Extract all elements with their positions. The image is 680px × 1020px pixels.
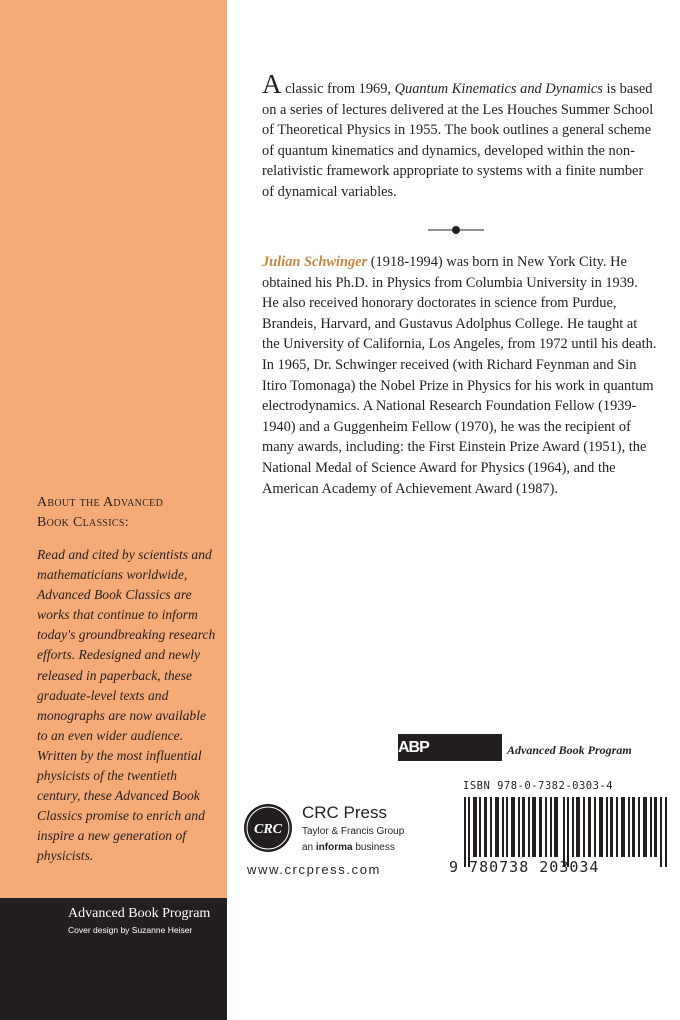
crc-logo xyxy=(243,803,293,853)
tagline-suffix: business xyxy=(352,842,395,853)
book-title: Quantum Kinematics and Dynamics xyxy=(394,81,603,97)
footer-program: Advanced Book Program xyxy=(68,906,211,921)
isbn-label: ISBN 978-0-7382-0303-4 xyxy=(463,780,614,792)
bio-text: (1918-1994) was born in New York City. He obtained his Ph.D. in Physics from Columbia University in 1939. He also received honorary doctorates in science from Purdue, Brandeis, Harvard, and Gustavus Adolphus College. He taught at the University of California, Los Angeles, from 1972 until his death. In 1965, Dr. Schwinger received (with Richard Feynman and Sin Itiro Tomonaga) the Nobel Prize in Physics for his work in quantum electrodynamics. A National Research Foundation Fellow (1939-1940) and a Guggenheim Fellow (1970), he was the recipient of many awards, including: the First Einstein Prize Award (1951), the National Medal of Science Award for Physics (1964), and the American Academy of Achievement Award (1987). xyxy=(262,254,657,497)
ornament-divider xyxy=(428,222,484,238)
about-body: Read and cited by scientists and mathematicians worldwide, Advanced Book Classics are works that continue to inform today's groundbreaking research efforts. Redesigned and newly released in paperback, these graduate-level texts and monographs are now available to an even wider audience. Written by the most influential physicists of the twentieth century, these Advanced Book Classics promise to enrich and inspire a new generation of physicists. xyxy=(37,547,216,864)
publisher-group: Taylor & Francis Group xyxy=(302,826,405,837)
about-heading xyxy=(37,493,217,533)
author-name: Julian Schwinger xyxy=(262,254,368,270)
author-bio xyxy=(262,252,657,499)
tagline-prefix: an xyxy=(302,842,316,853)
abp-logo: ABP xyxy=(398,739,429,756)
publisher-website: www.crcpress.com xyxy=(247,862,381,877)
tagline-bold: informa xyxy=(315,842,353,853)
crc-logo-text: CRC xyxy=(253,822,283,837)
footer-design-credit: Cover design by Suzanne Heiser xyxy=(68,925,193,935)
about-heading-line2: Book Classics: xyxy=(37,515,129,530)
drop-cap: A xyxy=(262,69,282,99)
publisher-tagline xyxy=(302,842,395,853)
intro-text-before: classic from 1969, xyxy=(281,81,395,97)
publisher-name: CRC Press xyxy=(302,803,388,822)
barcode-digits: 9 780738 203034 xyxy=(449,858,600,876)
intro-text-after: is based on a series of lectures delivered at the Les Houches Summer School of Theoretical Physics in 1955. The book outlines a general scheme of quantum kinematics and dynamics, developed within the non-relativistic framework appropriate to systems with a finite number of dynamical variables. xyxy=(262,81,654,200)
bottom-band-right xyxy=(227,898,680,1020)
intro-paragraph xyxy=(262,69,657,203)
abp-label: Advanced Book Program xyxy=(507,743,632,757)
about-heading-line1: About the Advanced xyxy=(37,495,164,510)
barcode xyxy=(462,797,674,867)
